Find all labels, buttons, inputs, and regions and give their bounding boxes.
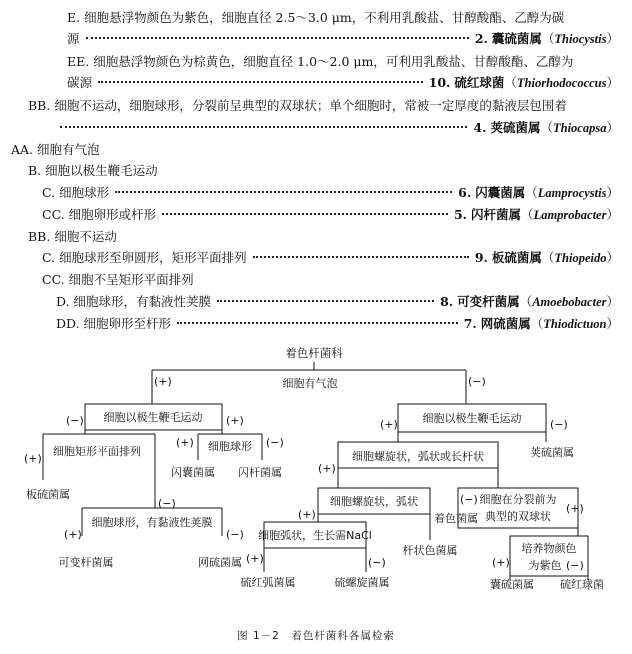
tree-culture1: 培养物颜色 (521, 542, 577, 555)
tree-thioca: 荚硫菌属 (530, 446, 574, 459)
tree-spiral: 细胞螺旋状，弧状或长杆状 (352, 450, 484, 463)
key-e-line2: 源 2. 囊硫菌属 （ Thiocystis ） (67, 31, 619, 46)
tree-label-minus-3: (−) (266, 436, 284, 449)
key-bb2: BB. 细胞不运动 (28, 229, 117, 244)
key-aa: AA. 细胞有气泡 (11, 142, 100, 157)
tree-spiral2: 细胞螺旋状，弧状 (330, 495, 418, 508)
tree-flag2: 细胞以极生鞭毛运动 (422, 412, 522, 425)
tree-arcgen: 硫红弧菌属 (240, 576, 296, 589)
tree-culture2: 为紫色 (528, 559, 562, 572)
tree-spirgen: 硫螺旋菌属 (334, 576, 390, 589)
tree-rect: 细胞矩形平面排列 (53, 445, 141, 458)
key-bb1-line2: 4. 荚硫菌属 （ Thiocapsa ） (60, 120, 619, 136)
tree-amoeb: 可变杆菌属 (58, 556, 114, 569)
tree-label-plus-10: (+) (566, 502, 584, 515)
tree-label-plus-3: (+) (24, 452, 42, 465)
key-c2: C. 细胞球形至卵圆形，矩形平面排列 9. 板硫菌属 （ Thiopeido ） (42, 250, 619, 265)
tree-label-minus-6: (−) (550, 418, 568, 431)
tree-label-minus-1: (−) (468, 375, 486, 388)
tree-flag: 细胞以极生鞭毛运动 (103, 411, 203, 424)
tree-label-plus-1: (+) (154, 375, 172, 388)
key-e-line1: E. 细胞悬浮物颜色为紫色，细胞直径 2.5～3.0 μm，不利用乳酸盐、甘醇酸酯、乙醇为碳 (67, 10, 565, 25)
tree-arc1: 细胞弧状，生长需NaCl (258, 529, 372, 542)
tree-lampb: 闪杆菌属 (238, 466, 282, 479)
tree-label-minus-9: (−) (566, 559, 584, 572)
tree-label-plus-11: (+) (492, 556, 510, 569)
tree-label-minus-5: (−) (226, 528, 244, 541)
tree-thiod: 网硫菌属 (198, 556, 242, 569)
tree-label-minus-7: (−) (368, 556, 386, 569)
key-tree-diagram (0, 340, 632, 640)
key-cc1: CC. 细胞卵形或杆形 5. 闪杆菌属 （ Lamprobacter ） (42, 207, 619, 222)
tree-label-minus-4: (−) (158, 497, 176, 510)
tree-lampro: 闪囊菌属 (171, 466, 215, 479)
tree-thiocys: 囊硫菌属 (490, 578, 534, 591)
tree-rodgen: 杆状色菌属 (402, 544, 458, 557)
tree-gas: 细胞有气泡 (282, 377, 338, 390)
tree-thiorh: 硫红球菌 (560, 578, 604, 591)
tree-label-plus-2: (+) (226, 414, 244, 427)
figure-caption: 图 1－2 着色杆菌科各属检索 (237, 630, 395, 642)
key-ee-line1: EE. 细胞悬浮物颜色为棕黄色，细胞直径 1.0～2.0 μm，可利用乳酸盐、甘醇酸酯、乙醇为 (67, 54, 574, 69)
key-cc2: CC. 细胞不呈矩形平面排列 (42, 272, 194, 287)
key-c1: C. 细胞球形 6. 闪囊菌属 （ Lamprocystis ） (42, 185, 619, 200)
tree-label-plus-7: (+) (318, 462, 336, 475)
tree-thiope: 板硫菌属 (26, 488, 70, 501)
key-b: B. 细胞以极生鞭毛运动 (28, 163, 158, 178)
key-ee-line2: 碳源 10. 硫红球菌 （ Thiorhodococcus ） (67, 75, 619, 90)
tree-diplo1: 细胞在分裂前为 (479, 493, 557, 506)
tree-diplo2: 典型的双球状 (485, 510, 551, 523)
tree-label-minus-2: (−) (66, 414, 84, 427)
tree-chromat: 着色菌属 (434, 512, 478, 525)
tree-label-plus-6: (+) (380, 418, 398, 431)
tree-root: 着色杆菌科 (285, 346, 343, 360)
tree-sph: 细胞球形 (208, 440, 252, 453)
tree-label-plus-5: (+) (64, 528, 82, 541)
tree-capsule: 细胞球形，有黏液性荚膜 (91, 516, 213, 529)
key-dd: DD. 细胞卵形至杆形 7. 网硫菌属 （ Thiodictuon ） (56, 316, 619, 331)
key-d: D. 细胞球形，有黏液性荚膜 8. 可变杆菌属 （ Amoebobacter ） (56, 294, 619, 309)
tree-label-minus-8: (−) (460, 493, 478, 506)
tree-label-plus-9: (+) (246, 552, 264, 565)
tree-label-plus-4: (+) (176, 436, 194, 449)
tree-label-plus-8: (+) (298, 508, 316, 521)
key-bb1-line1: BB. 细胞不运动，细胞球形，分裂前呈典型的双球状；单个细胞时，常被一定厚度的黏液层包围着 (28, 98, 567, 113)
